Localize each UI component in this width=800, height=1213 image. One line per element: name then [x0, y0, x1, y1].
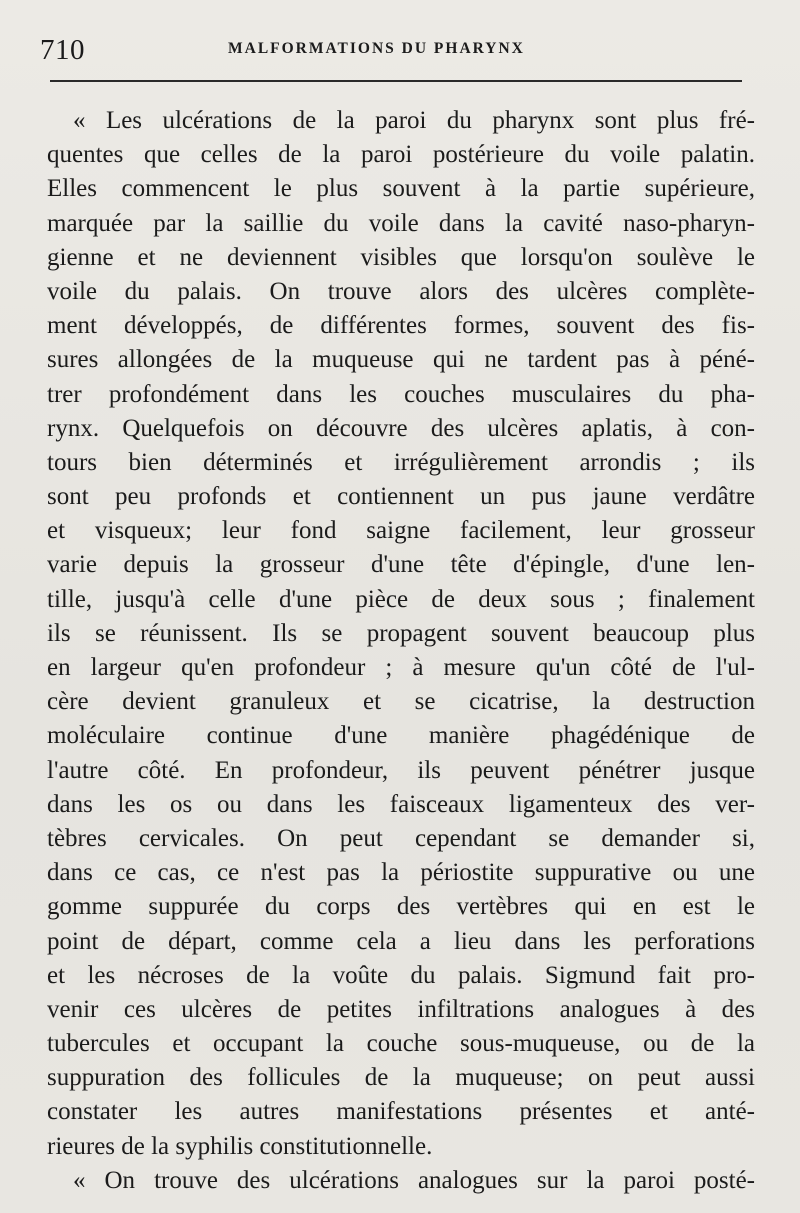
- text-line: cère devient granuleux et se cicatrise, la destruction: [47, 688, 755, 716]
- text-line: dans ce cas, ce n'est pas la périostite suppurative ou une: [47, 859, 755, 887]
- text-line: tubercules et occupant la couche sous-muqueuse, ou de la: [47, 1030, 755, 1058]
- text-line: Elles commencent le plus souvent à la partie supérieure,: [47, 175, 755, 203]
- text-line: rieures de la syphilis constitutionnelle.: [47, 1132, 433, 1160]
- text-line: sures allongées de la muqueuse qui ne tardent pas à péné-: [47, 346, 755, 374]
- text-line: en largeur qu'en profondeur ; à mesure qu'un côté de l'ul-: [47, 654, 755, 681]
- page-number: 710: [40, 34, 85, 66]
- text-line: ils se réunissent. Ils se propagent souvent beaucoup plus: [47, 619, 755, 647]
- page-header: [0, 30, 800, 70]
- text-line: sont peu profonds et contiennent un pus jaune verdâtre: [47, 483, 755, 511]
- text-line: « On trouve des ulcérations analogues sur la paroi posté-: [73, 1166, 755, 1194]
- text-line: et les nécroses de la voûte du palais. Sigmund fait pro-: [47, 961, 755, 989]
- text-line: ment développés, de différentes formes, souvent des fis-: [47, 312, 755, 340]
- text-line: suppuration des follicules de la muqueuse; on peut aussi: [47, 1064, 755, 1092]
- text-line: tèbres cervicales. On peut cependant se demander si,: [47, 824, 755, 852]
- header-rule: [50, 80, 742, 82]
- text-line: l'autre côté. En profondeur, ils peuvent pénétrer jusque: [47, 756, 755, 784]
- text-line: venir ces ulcères de petites infiltrations analogues à des: [47, 995, 755, 1023]
- text-line: voile du palais. On trouve alors des ulcères complète-: [47, 277, 755, 305]
- text-line: tille, jusqu'à celle d'une pièce de deux sous ; finalement: [47, 585, 755, 613]
- text-line: varie depuis la grosseur d'une tête d'épingle, d'une len-: [47, 551, 755, 579]
- text-line: constater les autres manifestations présentes et anté-: [47, 1098, 755, 1126]
- text-line: rynx. Quelquefois on découvre des ulcères aplatis, à con-: [47, 414, 755, 442]
- text-line: gienne et ne deviennent visibles que lorsqu'on soulève le: [47, 243, 755, 271]
- text-line: marquée par la saillie du voile dans la cavité naso-pharyn-: [47, 209, 755, 237]
- text-line: « Les ulcérations de la paroi du pharynx sont plus fré-: [73, 107, 755, 134]
- text-line: gomme suppurée du corps des vertèbres qui en est le: [47, 893, 755, 921]
- text-line: et visqueux; leur fond saigne facilement, leur grosseur: [47, 517, 755, 545]
- text-line: dans les os ou dans les faisceaux ligamenteux des ver-: [47, 790, 755, 818]
- text-line: point de départ, comme cela a lieu dans les perforations: [47, 927, 755, 955]
- text-line: quentes que celles de la paroi postérieure du voile palatin.: [47, 141, 755, 169]
- running-title: MALFORMATIONS DU PHARYNX: [228, 40, 525, 57]
- body-text: [47, 104, 755, 1198]
- text-line: trer profondément dans les couches musculaires du pha-: [47, 380, 755, 408]
- text-line: moléculaire continue d'une manière phagédénique de: [47, 722, 755, 750]
- text-line: tours bien déterminés et irrégulièrement arrondis ; ils: [47, 448, 755, 476]
